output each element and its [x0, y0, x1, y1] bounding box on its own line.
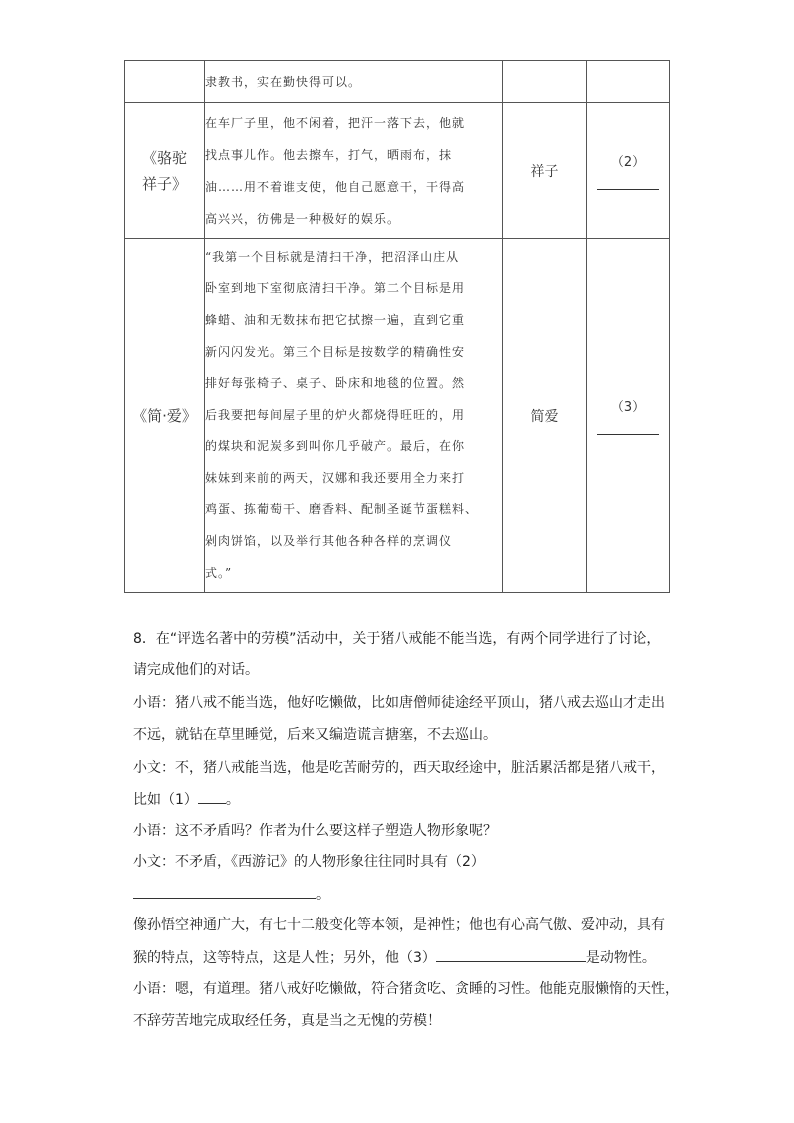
passage-line: 隶教书，实在勤快得可以。: [205, 74, 362, 89]
answer-cell: [587, 239, 670, 593]
passage-line: 鸡蛋、拣葡萄干、磨香料、配制圣诞节蛋糕料、: [205, 502, 479, 517]
passage-line: 新闪闪发光。第三个目标是按数学的精确性安: [205, 344, 466, 359]
blank-label-3: 猴的特点，这等特点，这是人性；另外，他（3）: [133, 950, 436, 966]
answer-blank-3[interactable]: [436, 947, 586, 962]
dialogue-xiaoyu-3-cont: 不辞劳苦地完成取经任务，真是当之无愧的劳模！: [133, 1013, 441, 1029]
passage-line: 后我要把每间屋子里的炉火都烧得旺旺的，用: [205, 407, 466, 422]
answer-cell: [587, 61, 670, 103]
book-title-cell: [125, 61, 205, 103]
dialogue-xiaowen-1: 小文：不，猪八戒能当选，他是吃苦耐劳的，西天取经途中，脏活累活都是猪八戒干，: [133, 760, 665, 776]
passage-line: 高兴兴，彷佛是一种极好的娱乐。: [205, 211, 401, 226]
punctuation: 。: [225, 792, 240, 808]
passage-cell: [205, 239, 503, 593]
dialogue-xiaoyu-3: 小语：嗯，有道理。猪八戒好吃懒做，符合猪贪吃、贪睡的习性。他能克服懒惰的天性，: [133, 981, 679, 997]
passage-cell: [205, 103, 503, 239]
passage-line: 油……用不着谁支使，他自己愿意干，干得高: [205, 179, 466, 194]
answer-blank-1[interactable]: [198, 789, 226, 804]
answer-blank[interactable]: [597, 188, 659, 190]
book-title-cell: [125, 103, 205, 239]
passage-line: 卧室到地下室彻底清扫干净。第二个目标是用: [205, 281, 466, 296]
passage-line: 找点事儿作。他去擦车，打气，晒雨布，抹: [205, 147, 453, 162]
table-row: [125, 103, 670, 239]
passage-line: “我第一个目标就是清扫干净，把沼泽山庄从: [205, 249, 460, 264]
passage-line: 在车厂子里，他不闲着，把汗一落下去，他就: [205, 115, 466, 130]
trailing-text: 是动物性。: [585, 950, 656, 966]
passage-line: 剁肉饼馅，以及举行其他各种各样的烹调仪: [205, 534, 453, 549]
book-title-cell: 《简·爱》: [125, 239, 205, 593]
blank-label-1: 比如（1）: [133, 792, 198, 808]
passage-line: 的煤块和泥炭多到叫你几乎破产。最后，在你: [205, 439, 466, 454]
question-intro-cont: 请完成他们的对话。: [133, 662, 259, 678]
dialogue-xiaoyu-1: 小语：猪八戒不能当选，他好吃懒做，比如唐僧师徒途经平顶山，猪八戒去巡山才走出: [133, 695, 665, 711]
punctuation: 。: [316, 887, 330, 903]
dialogue-xiaoyu-2: 小语：这不矛盾吗？作者为什么要这样子塑造人物形象呢？: [133, 823, 497, 839]
passage-line: 蜂蜡、油和无数抹布把它拭擦一遍，直到它重: [205, 312, 466, 327]
dialogue-xiaowen-2: 小文：不矛盾，《西游记》的人物形象往往同时具有（2）: [133, 854, 485, 870]
answer-number: （2）: [610, 155, 646, 170]
passage-cell: [205, 61, 503, 103]
passage-line: 妹妹到来前的两天，汉娜和我还要用全力来打: [205, 470, 466, 485]
table-row: [125, 61, 670, 103]
dialogue-xiaowen-1-cont: [133, 789, 673, 810]
question-intro: 8．在“评选名著中的劳模”活动中，关于猪八戒能不能当选，有两个同学进行了讨论，: [133, 631, 661, 647]
dialogue-xiaowen-2-cont: [133, 884, 673, 905]
answer-number: （3）: [610, 400, 646, 415]
dialogue-xiaowen-3-cont: [133, 947, 673, 968]
answer-cell: [587, 103, 670, 239]
answer-blank-2[interactable]: [133, 884, 316, 899]
reading-table: [124, 60, 670, 593]
character-cell: 简爱: [503, 239, 587, 593]
character-cell: [503, 61, 587, 103]
character-cell: 祥子: [503, 103, 587, 239]
dialogue-xiaoyu-1-cont: 不远，就钻在草里睡觉，后来又编造谎言搪塞，不去巡山。: [133, 727, 497, 743]
book-title: 《骆驼祥子》: [141, 148, 187, 193]
passage-line: 排好每张椅子、桌子、卧床和地毯的位置。然: [205, 376, 466, 391]
table-row: [125, 239, 670, 593]
answer-blank[interactable]: [597, 433, 659, 435]
passage-line: 式。”: [205, 565, 233, 580]
dialogue-xiaowen-3: 像孙悟空神通广大，有七十二般变化等本领，是神性；他也有心高气傲、爱冲动，具有: [133, 917, 665, 933]
